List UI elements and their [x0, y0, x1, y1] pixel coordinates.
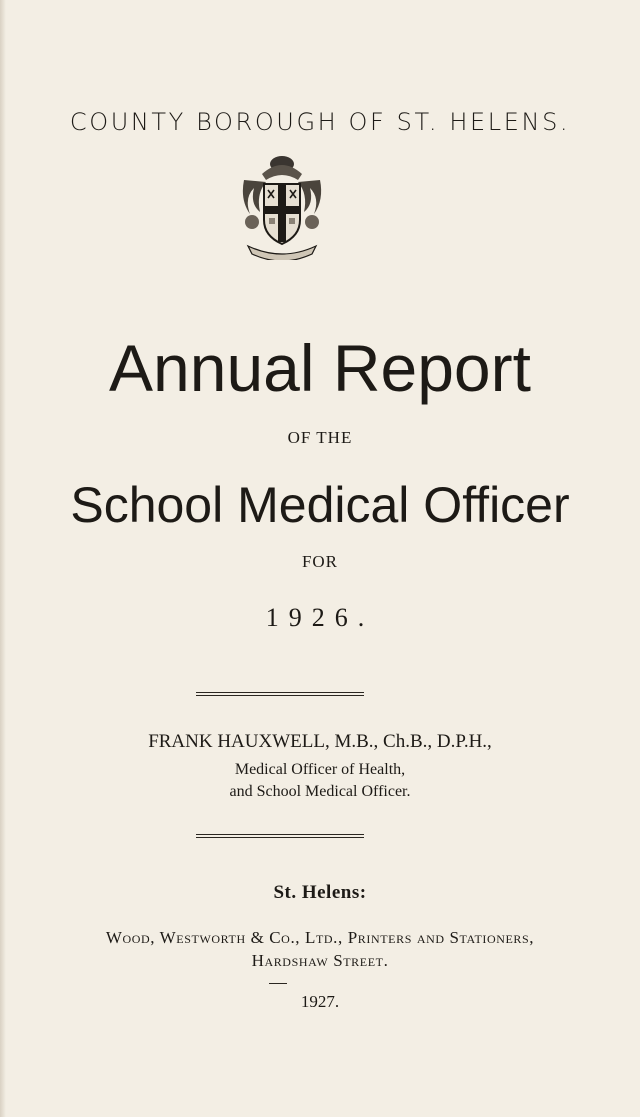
author-role-line-2: and School Medical Officer.: [229, 783, 411, 800]
title-connector: OF THE: [287, 428, 353, 447]
short-dash-divider: [269, 983, 287, 984]
title-for-label: FOR: [301, 552, 339, 571]
double-rule-divider-lower: [196, 834, 364, 838]
imprint-place: St. Helens:: [273, 882, 367, 903]
author-role-line-1: Medical Officer of Health,: [234, 761, 406, 778]
double-rule-divider: [196, 692, 364, 696]
report-year: 1926.: [265, 603, 375, 632]
council-heading: COUNTY BOROUGH OF ST. HELENS.: [69, 108, 571, 136]
title-annual-report: Annual Report: [109, 331, 531, 405]
imprint-year: 1927.: [300, 992, 340, 1011]
title-school-medical-officer: School Medical Officer: [70, 477, 570, 533]
coat-of-arms-icon: [238, 150, 326, 260]
imprint-printer: Wood, Westworth & Co., Ltd., Printers and Stationers,: [105, 928, 535, 947]
imprint-street: Hardshaw Street.: [251, 951, 389, 970]
author-name: FRANK HAUXWELL, M.B., Ch.B., D.P.H.,: [148, 731, 492, 752]
